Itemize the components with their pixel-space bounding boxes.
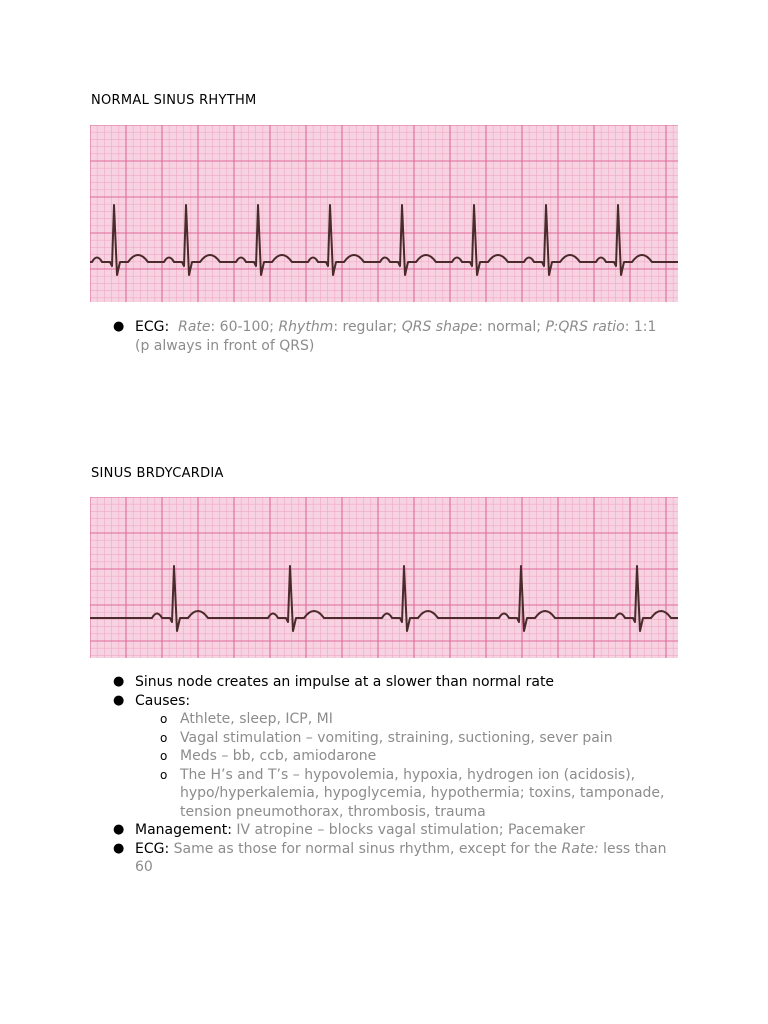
causes-label: Causes: <box>135 692 191 709</box>
brady-causes-item <box>91 692 681 822</box>
p-wave-note: (p always in front of QRS) <box>135 337 315 354</box>
ecg-strip-sinus-bradycardia <box>90 497 678 658</box>
brady-definition-item <box>91 673 681 692</box>
circle-bullet-icon: o <box>160 730 168 745</box>
rate-label: Rate <box>178 319 211 335</box>
causes-sublist <box>135 710 681 821</box>
bullet-icon: ● <box>113 692 125 708</box>
cause-item: o Vagal stimulation – vomiting, straining, suctioning, sever pain <box>160 729 613 746</box>
heading-sinus-bradycardia: SINUS BRDYCARDIA <box>91 466 224 481</box>
qrs-shape-label: QRS shape <box>401 319 479 335</box>
heading-normal-sinus-rhythm: NORMAL SINUS RHYTHM <box>91 93 257 108</box>
nsr-ecg-item <box>91 318 681 355</box>
cause-item: o Athlete, sleep, ICP, MI <box>160 711 333 727</box>
ecg-strip-normal-sinus-rhythm <box>90 125 678 302</box>
ecg-value-text: Same as those for normal sinus rhythm, except for the <box>169 840 562 857</box>
brady-management-item <box>91 821 681 840</box>
rhythm-label: Rhythm <box>278 319 334 335</box>
brady-definition-text: Sinus node creates an impulse at a slower than normal rate <box>135 674 555 690</box>
ecg-paper-background <box>90 125 678 302</box>
ecg-rate-value: less than 60 <box>135 840 667 875</box>
cause-item: o Meds – bb, ccb, amiodarone <box>160 748 377 764</box>
brady-bullet-list <box>91 673 681 877</box>
ecg-rate-label: Rate: <box>561 840 599 857</box>
cause-item: o The H’s and T’s – hypovolemia, hypoxia, hydrogen ion (acidosis), hypo/hyperkalemia, hypoglycemia, hypothermia; toxins, tamponade, tension pneumothorax, thrombosis, trauma <box>160 766 665 820</box>
pqrs-ratio-label: P:QRS ratio <box>545 319 625 335</box>
circle-bullet-icon: o <box>160 749 168 763</box>
rhythm-value: : regular; <box>333 319 402 335</box>
ecg-label: ECG: <box>135 840 170 857</box>
bullet-icon: ● <box>113 840 125 856</box>
qrs-shape-value: : normal; <box>478 319 546 335</box>
bullet-icon: ● <box>113 822 125 837</box>
management-label: Management: <box>135 822 232 838</box>
management-value: IV atropine – blocks vagal stimulation; Pacemaker <box>231 822 585 838</box>
bullet-icon: ● <box>113 674 125 689</box>
rate-value: : 60-100; <box>210 319 279 335</box>
nsr-bullet-list <box>91 318 681 355</box>
bullet-icon: ● <box>113 319 125 334</box>
ecg-label: ECG: <box>135 319 170 335</box>
circle-bullet-icon: o <box>160 767 168 782</box>
brady-ecg-item <box>91 840 681 877</box>
pqrs-ratio-value: : 1:1 <box>624 319 657 335</box>
circle-bullet-icon: o <box>160 712 168 726</box>
